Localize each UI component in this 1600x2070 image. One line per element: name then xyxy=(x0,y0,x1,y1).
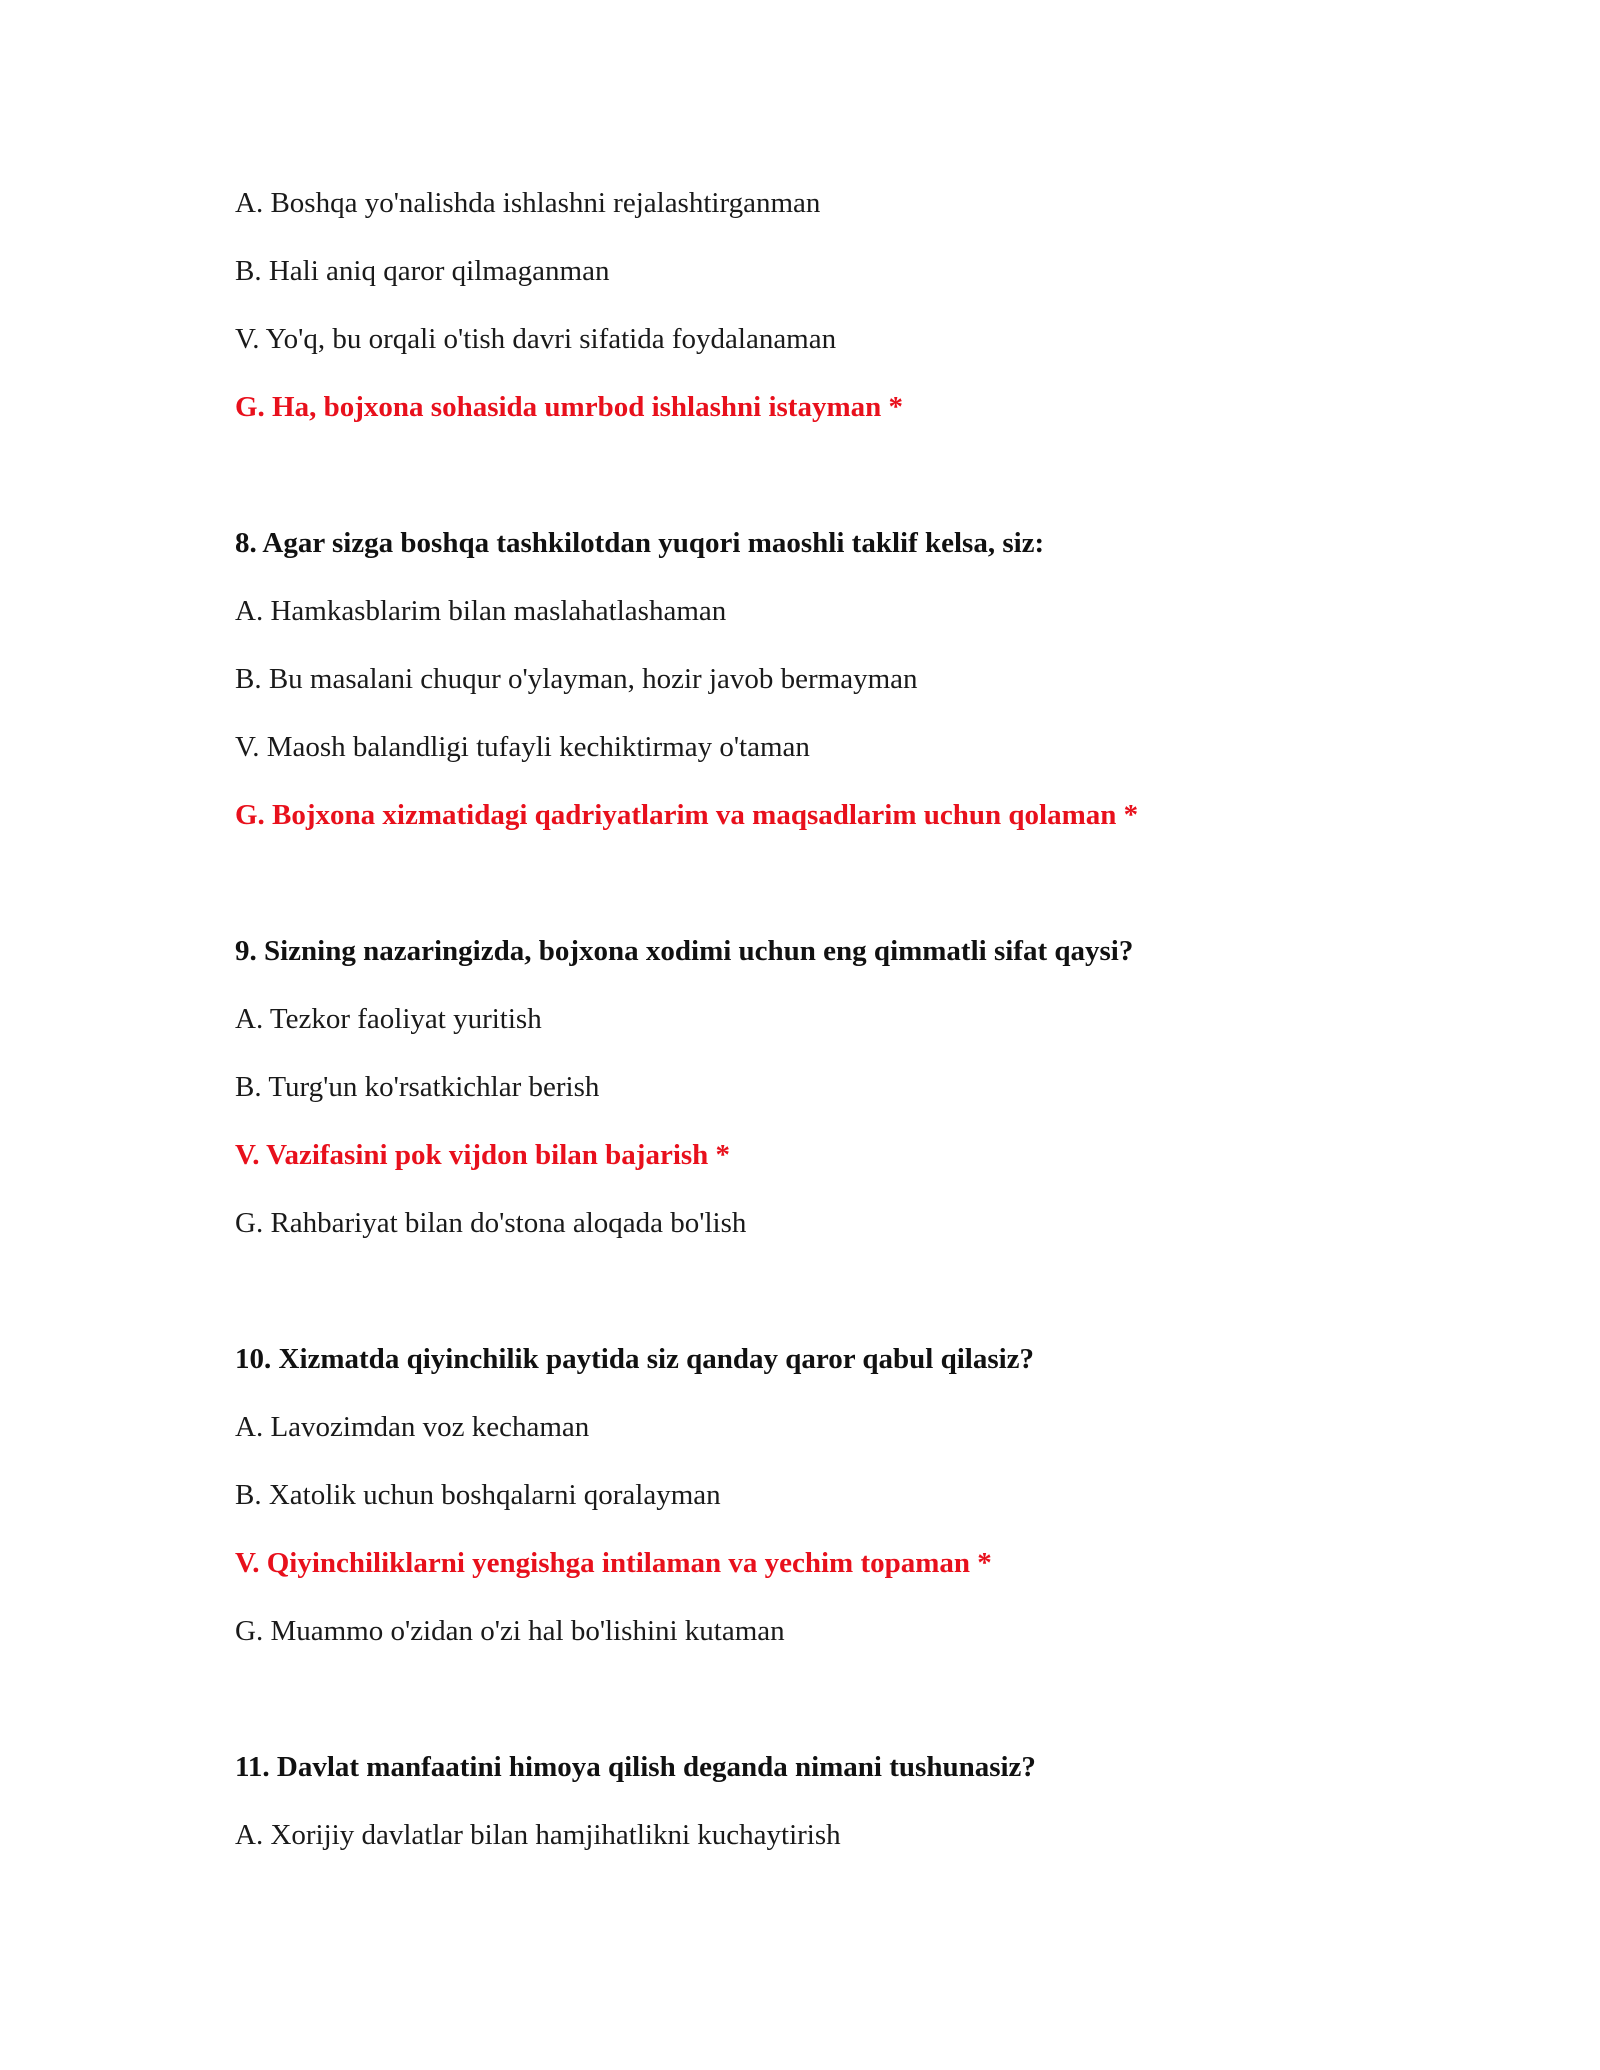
question-text: 8. Agar sizga boshqa tashkilotdan yuqori maoshli taklif kelsa, siz: xyxy=(235,527,1045,559)
question-text: 9. Sizning nazaringizda, bojxona xodimi uchun eng qimmatli sifat qaysi? xyxy=(235,935,1134,967)
question-block xyxy=(235,186,1435,424)
document-page xyxy=(235,186,1435,1886)
answer-option: A. Tezkor faoliyat yuritish xyxy=(235,1003,542,1035)
answer-option: A. Xorijiy davlatlar bilan hamjihatlikni kuchaytirish xyxy=(235,1819,841,1851)
correct-answer-option: V. Qiyinchiliklarni yengishga intilaman va yechim topaman * xyxy=(235,1547,992,1579)
answer-option: A. Boshqa yo'nalishda ishlashni rejalashtirganman xyxy=(235,187,821,219)
question-text: 11. Davlat manfaatini himoya qilish deganda nimani tushunasiz? xyxy=(235,1751,1036,1783)
answer-option: A. Hamkasblarim bilan maslahatlashaman xyxy=(235,595,727,627)
answer-option: V. Maosh balandligi tufayli kechiktirmay o'taman xyxy=(235,731,810,763)
answer-option: B. Turg'un ko'rsatkichlar berish xyxy=(235,1071,600,1103)
question-block xyxy=(235,526,1435,832)
spacer xyxy=(235,1682,1435,1750)
correct-answer-option: V. Vazifasini pok vijdon bilan bajarish * xyxy=(235,1139,731,1171)
answer-option: G. Muammo o'zidan o'zi hal bo'lishini kutaman xyxy=(235,1615,785,1647)
answer-option: B. Xatolik uchun boshqalarni qoralayman xyxy=(235,1479,721,1511)
spacer xyxy=(235,458,1435,526)
answer-option: V. Yo'q, bu orqali o'tish davri sifatida foydalanaman xyxy=(235,323,837,355)
question-block xyxy=(235,1750,1435,1852)
question-block xyxy=(235,1342,1435,1648)
answer-option: A. Lavozimdan voz kechaman xyxy=(235,1411,590,1443)
question-block xyxy=(235,934,1435,1240)
answer-option: B. Bu masalani chuqur o'ylayman, hozir javob bermayman xyxy=(235,663,918,695)
spacer xyxy=(235,1274,1435,1342)
correct-answer-option: G. Bojxona xizmatidagi qadriyatlarim va maqsadlarim uchun qolaman * xyxy=(235,799,1139,831)
answer-option: B. Hali aniq qaror qilmaganman xyxy=(235,255,610,287)
answer-option: G. Rahbariyat bilan do'stona aloqada bo'lish xyxy=(235,1207,747,1239)
spacer xyxy=(235,866,1435,934)
correct-answer-option: G. Ha, bojxona sohasida umrbod ishlashni istayman * xyxy=(235,391,903,423)
question-text: 10. Xizmatda qiyinchilik paytida siz qanday qaror qabul qilasiz? xyxy=(235,1343,1035,1375)
